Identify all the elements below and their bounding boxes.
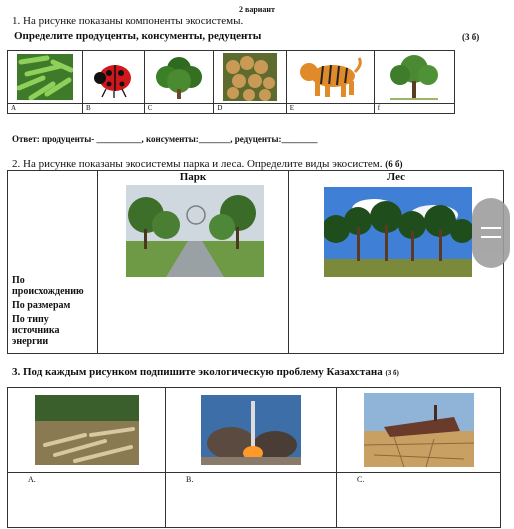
- question-1-points: (3 б): [462, 32, 480, 42]
- problem-c-label: C.: [337, 473, 501, 528]
- tree-picture: [384, 53, 444, 101]
- row-label-origin: По происхождению: [12, 275, 84, 297]
- forest-column: [289, 171, 504, 354]
- cell-c-image: [144, 51, 214, 104]
- problem-b-label: B.: [166, 473, 337, 528]
- cell-f-label: f: [374, 104, 454, 114]
- cell-b-label: B: [82, 104, 144, 114]
- question-2-points: (6 б): [385, 159, 403, 169]
- row-labels-cell: [8, 171, 98, 354]
- tiger-picture: [297, 54, 363, 100]
- problem-a-label: A.: [8, 473, 166, 528]
- forest-picture: [324, 187, 472, 277]
- green-bacteria-picture: [17, 54, 73, 100]
- question-2-text: [12, 158, 403, 170]
- dried-sea-ship-picture: [364, 393, 474, 467]
- ecosystem-types-table: [7, 170, 504, 354]
- cell-d-label: D: [214, 104, 286, 114]
- forest-header: Лес: [386, 171, 406, 183]
- deforestation-picture: [35, 395, 139, 465]
- question-1-instruction: Определите продуценты, консументы, редуценты: [14, 30, 262, 42]
- handle-line-top: [481, 227, 501, 229]
- park-header: Парк: [179, 171, 207, 183]
- problem-a-image-cell: [8, 388, 166, 473]
- ecosystem-components-table: [7, 50, 455, 114]
- cell-b-image: [82, 51, 144, 104]
- variant-title: 2 вариант: [239, 5, 275, 14]
- cell-e-label: E: [286, 104, 374, 114]
- ecological-problems-table: [7, 387, 501, 528]
- cell-a-label: A: [8, 104, 83, 114]
- question-2-label: 2. На рисунке показаны экосистемы парка и леса. Определите виды экосистем.: [12, 158, 383, 170]
- cell-e-image: [286, 51, 374, 104]
- question-3-points: (3 б): [385, 369, 399, 377]
- scroll-handle[interactable]: [472, 198, 510, 268]
- question-1-text: 1. На рисунке показаны компоненты экосистемы.: [12, 15, 244, 27]
- question-3-text: [12, 366, 399, 378]
- ladybug-picture: [90, 54, 136, 100]
- mushrooms-picture: [223, 53, 277, 101]
- park-column: [98, 171, 289, 354]
- rocket-launch-picture: [201, 395, 301, 465]
- cell-d-image: [214, 51, 286, 104]
- shrub-picture: [153, 53, 205, 101]
- cell-c-label: C: [144, 104, 214, 114]
- row-label-size: По размерам: [12, 300, 71, 311]
- question-3-label: 3. Под каждым рисунком подпишите экологическую проблему Казахстана: [12, 366, 383, 378]
- cell-f-image: [374, 51, 454, 104]
- answer-line: Ответ: продуценты- __________, консументы:_______, редуценты:________: [12, 134, 318, 144]
- problem-b-image-cell: [166, 388, 337, 473]
- cell-a-image: [8, 51, 83, 104]
- handle-line-bottom: [481, 236, 501, 238]
- park-picture: [126, 185, 264, 277]
- problem-c-image-cell: [337, 388, 501, 473]
- row-label-energy: По типу источника энергии: [12, 314, 60, 347]
